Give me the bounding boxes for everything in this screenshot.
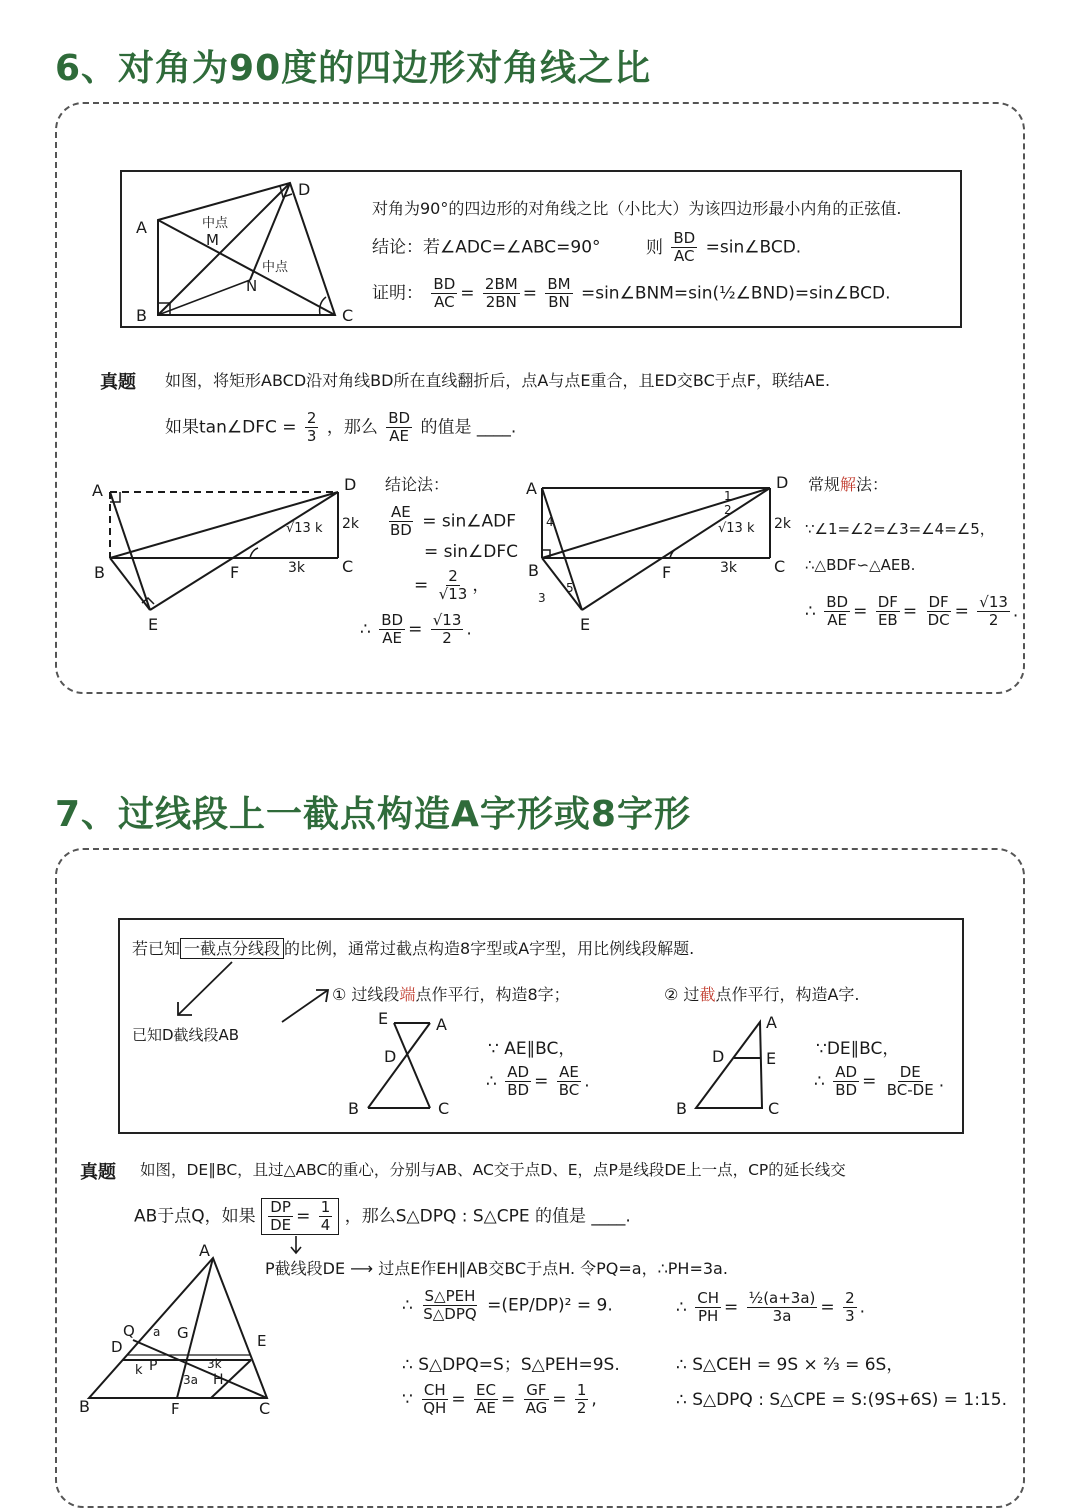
conclusion-then: 则 bbox=[645, 237, 663, 258]
fig7-label-p: P bbox=[149, 1358, 158, 1374]
fig3-label-13k: √13 k bbox=[718, 521, 755, 536]
fig7-seg-a: a bbox=[153, 1325, 161, 1339]
fig2-label-f: F bbox=[230, 563, 240, 582]
fig7-label-e: E bbox=[257, 1332, 267, 1350]
fig1-label-mid2: 中点 bbox=[262, 260, 289, 275]
fig3-angle-2: 2 bbox=[724, 503, 732, 517]
fold-figure-left bbox=[90, 470, 370, 640]
method2-line1: ∵∠1=∠2=∠3=∠4=∠5， bbox=[805, 520, 995, 538]
method2-line2: ∴△BDF∽△AEB. bbox=[805, 556, 916, 574]
theorem-proof: 证明： $\frac{BD}{AC}$ = $\frac{2BM}{2BN}$ = $\frac{BM}{BN}$ =sin∠BNM=sin(½∠BND)=sin∠BCD. bbox=[372, 275, 891, 311]
fig7-label-c: C bbox=[259, 1399, 271, 1418]
frac-2-3: $\frac{2}{3}$ bbox=[306, 409, 317, 445]
fig7-label-g: G bbox=[177, 1324, 189, 1342]
case2-label: ② 过截点作平行，构造A字. bbox=[664, 985, 860, 1004]
method1-line1: $\frac{AE}{BD}$ = sin∠ADF bbox=[390, 503, 516, 539]
method1-title: 结论法： bbox=[385, 475, 450, 494]
fig8-label-b: B bbox=[348, 1099, 359, 1118]
solution-r3: ∵ $\frac{CH}{QH}$ = $\frac{EC}{AE}$ = $\frac{GF}{AG}$ = $\frac{1}{2}$ , bbox=[402, 1381, 597, 1417]
fig1-label-d: D bbox=[298, 180, 311, 199]
conclusion-prefix: 结论：若∠ADC=∠ABC=90° bbox=[372, 237, 601, 258]
fig3-angle-1: 1 bbox=[724, 489, 732, 503]
fig7-label-q: Q bbox=[123, 1322, 135, 1340]
section6-title: 6、对角为90度的四边形对角线之比 bbox=[55, 48, 652, 89]
fig8-label-d: D bbox=[384, 1047, 397, 1066]
fig2-label-2k: 2k bbox=[342, 516, 360, 532]
case1-result: ∴ $\frac{AD}{BD}$ = $\frac{AE}{BC}$ . bbox=[486, 1063, 590, 1099]
fig2-label-c: C bbox=[342, 557, 354, 576]
fig3-angle-5: 5 bbox=[566, 581, 574, 595]
fig1-label-a: A bbox=[136, 218, 147, 237]
fig7-label-b: B bbox=[79, 1397, 90, 1416]
fig3-label-f: F bbox=[662, 563, 672, 582]
fig3-angle-4: 4 bbox=[546, 515, 554, 529]
fig3-label-d: D bbox=[776, 473, 789, 492]
p-note: P截线段DE ⟶ 过点E作EH∥AB交BC于点H. 令PQ=a，∴PH=3a. bbox=[265, 1259, 728, 1278]
problem7-tag: 真题 bbox=[80, 1162, 116, 1183]
fig7-label-h: H bbox=[213, 1372, 224, 1388]
theorem-statement: 对角为90°的四边形的对角线之比（小比大）为该四边形最小内角的正弦值. bbox=[372, 199, 902, 218]
fig8-label-a: A bbox=[436, 1015, 447, 1034]
fig2-label-a: A bbox=[92, 481, 103, 500]
frac-proof-3: $\frac{BM}{BN}$ bbox=[547, 275, 571, 311]
fig3-label-a: A bbox=[526, 479, 537, 498]
figA-label-e: E bbox=[766, 1049, 777, 1068]
solution-r1: ∴ $\frac{\text{S△PEH}}{\text{S△DPQ}}$ =(EP/DP)² = 9. bbox=[402, 1287, 613, 1323]
intro-boxed-phrase: 一截点分线段 bbox=[180, 938, 284, 959]
fig7-label-d: D bbox=[111, 1338, 123, 1356]
case2-given: ∵DE∥BC， bbox=[816, 1039, 900, 1059]
figA-label-a: A bbox=[766, 1013, 777, 1032]
fig7-seg-3k: 3k bbox=[207, 1357, 222, 1371]
method1-line2: = sin∠DFC bbox=[424, 542, 518, 562]
fig8-label-e: E bbox=[378, 1009, 389, 1028]
solution-r6: ∴ S△DPQ : S△CPE = S:(9S+6S) = 1:15. bbox=[676, 1390, 1007, 1410]
fig1-label-n: N bbox=[246, 277, 258, 295]
fig1-label-b: B bbox=[136, 306, 147, 325]
solution-r4: ∴ $\frac{CH}{PH}$ = $\frac{\text{½(a+3a)}}{3a}$ = $\frac{2}{3}$ . bbox=[676, 1289, 866, 1325]
fig3-label-3k: 3k bbox=[720, 560, 738, 576]
down-arrow bbox=[288, 1236, 308, 1258]
fig2-label-13k: √13 k bbox=[286, 521, 323, 536]
solution-r5: ∴ S△CEH = 9S × ⅔ = 6S， bbox=[676, 1355, 904, 1375]
frac-proof-1: $\frac{BD}{AC}$ bbox=[433, 275, 456, 311]
fig1-label-c: C bbox=[342, 306, 354, 325]
fig3-angle-3: 3 bbox=[538, 591, 546, 605]
proof-tail: =sin∠BNM=sin(½∠BND)=sin∠BCD. bbox=[580, 283, 891, 304]
solution-r2: ∴ S△DPQ=S；S△PEH=9S. bbox=[402, 1355, 620, 1375]
case2-result: ∴ $\frac{AD}{BD}$ = $\frac{DE}{BC-DE}$ . bbox=[814, 1063, 945, 1099]
conclusion-suffix: =sin∠BCD. bbox=[705, 237, 802, 258]
fig7-label-f: F bbox=[171, 1400, 180, 1418]
figA-label-d: D bbox=[712, 1047, 725, 1066]
frac-bd-ae: $\frac{BD}{AE}$ bbox=[388, 409, 411, 445]
method2-line3: ∴ $\frac{BD}{AE}$ = $\frac{DF}{EB}$ = $\frac{DF}{DC}$ = $\frac{√13}{2}$ . bbox=[805, 593, 1019, 629]
figA-label-c: C bbox=[768, 1099, 780, 1118]
fig8-label-c: C bbox=[438, 1099, 450, 1118]
fig3-label-2k: 2k bbox=[774, 516, 792, 532]
frac-proof-2: $\frac{2BM}{2BN}$ bbox=[484, 275, 518, 311]
fig1-label-mid1: 中点 bbox=[202, 216, 229, 231]
theorem-conclusion bbox=[372, 230, 801, 265]
eight-shape-figure bbox=[340, 1008, 470, 1120]
fig7-label-a: A bbox=[199, 1241, 210, 1260]
figA-label-b: B bbox=[676, 1099, 687, 1118]
quadrilateral-figure bbox=[130, 175, 360, 325]
fig1-label-m: M bbox=[206, 231, 219, 249]
case1-label: ① 过线段端点作平行，构造8字； bbox=[332, 985, 570, 1004]
method1-line4: ∴ $\frac{BD}{AE}$ = $\frac{√13}{2}$ . bbox=[360, 611, 472, 647]
centroid-figure bbox=[75, 1240, 290, 1420]
method2-title: 常规解法： bbox=[808, 475, 889, 494]
fig7-seg-k: k bbox=[135, 1363, 143, 1378]
fig2-label-e: E bbox=[148, 615, 159, 634]
proof-prefix: 证明： bbox=[372, 283, 423, 304]
fold-figure-right bbox=[520, 470, 810, 640]
fig3-label-c: C bbox=[774, 557, 786, 576]
method1-line3: = $\frac{2}{√13}$ ， bbox=[414, 567, 490, 603]
fig2-label-3k: 3k bbox=[288, 560, 306, 576]
problem6-line1: 如图，将矩形ABCD沿对角线BD所在直线翻折后，点A与点E重合，且ED交BC于点F，联结AE. bbox=[165, 371, 831, 390]
problem7-line2: AB于点Q，如果 $\frac{DP}{DE}$ = $\frac{1}{4}$ ，那么S△DPQ : S△CPE 的值是 ____. bbox=[134, 1198, 631, 1234]
fig2-label-b: B bbox=[94, 563, 105, 582]
problem6-line2: 如果tan∠DFC = $\frac{2}{3}$ ，那么 $\frac{BD}{AE}$ 的值是 ____. bbox=[165, 409, 517, 445]
fig3-label-b: B bbox=[528, 561, 539, 580]
a-shape-figure bbox=[672, 1008, 802, 1120]
fig3-label-e: E bbox=[580, 615, 591, 634]
known-note: 已知D截线段AB bbox=[132, 1026, 240, 1044]
section7-title: 7、过线段上一截点构造A字形或8字形 bbox=[55, 794, 691, 835]
section7-intro: 若已知 一截点分线段 的比例，通常过截点构造8字型或A字型，用比例线段解题. bbox=[132, 939, 695, 958]
problem7-line1: 如图，DE∥BC，且过△ABC的重心，分别与AB、AC交于点D、E，点P是线段DE上一点，CP的延长线交 bbox=[140, 1161, 846, 1179]
fig7-seg-3a: 3a bbox=[183, 1373, 198, 1387]
problem6-tag: 真题 bbox=[100, 372, 136, 393]
frac-bd-ac: $\frac{BD}{AC}$ bbox=[673, 229, 696, 265]
fig2-label-d: D bbox=[344, 475, 357, 494]
case1-given: ∵ AE∥BC， bbox=[488, 1039, 576, 1059]
